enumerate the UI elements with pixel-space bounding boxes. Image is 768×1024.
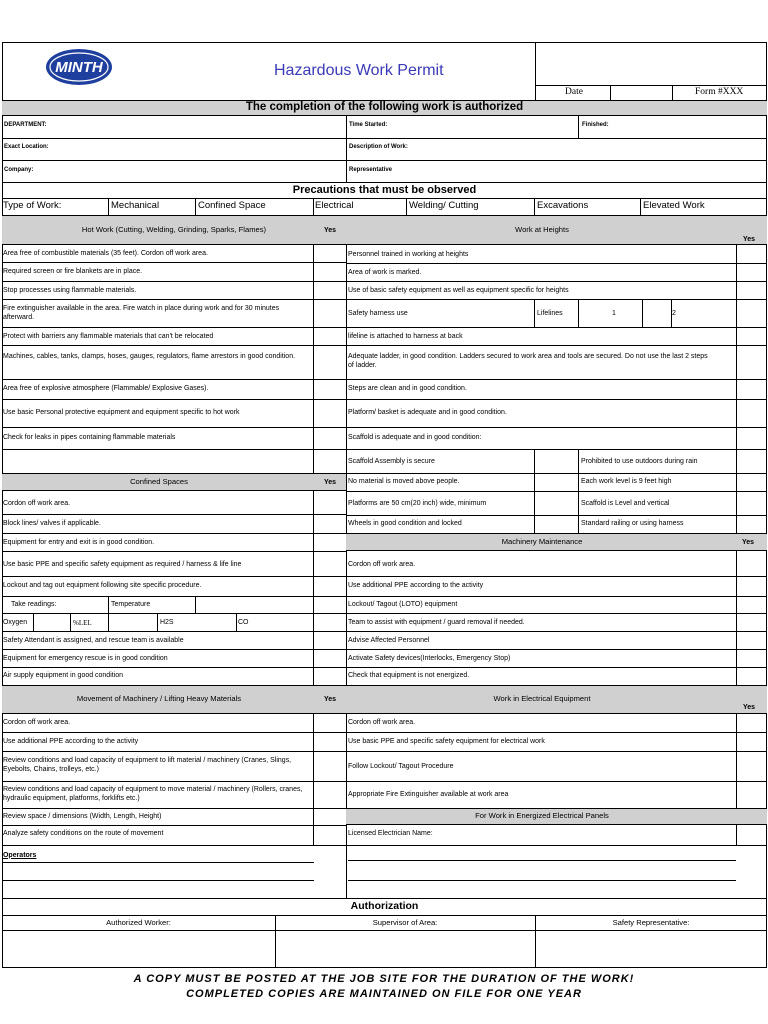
hot-work-item: Required screen or fire blankets are in place.: [3, 266, 143, 275]
date-label: Date: [565, 87, 583, 97]
confined-item: Block lines/ valves if applicable.: [3, 518, 101, 527]
operators-line[interactable]: [2, 880, 314, 881]
company-field[interactable]: Company:: [4, 167, 34, 173]
heights-item: Scaffold is adequate and in good condition:: [348, 432, 482, 441]
authorized-banner-text: The completion of the following work is authorized: [245, 101, 524, 113]
machinery-item: Check that equipment is not energized.: [348, 670, 470, 679]
movement-item: Analyze safety conditions on the route of movement: [3, 828, 164, 837]
machinery-item: Team to assist with equipment / guard removal if needed.: [348, 617, 525, 626]
exact-location-field[interactable]: Exact Location:: [4, 144, 49, 150]
temperature-label[interactable]: Temperature: [111, 599, 151, 608]
movement-item: Review conditions and load capacity of equipment to lift material / machinery (Cranes, Slings, Eyebolts, Chains, trolleys, etc.): [3, 755, 292, 774]
column-divider: [346, 215, 347, 898]
finished-field[interactable]: Finished:: [582, 122, 609, 128]
hot-work-yes: Yes: [324, 225, 337, 234]
heights-item: Platform/ basket is adequate and in good condition.: [348, 407, 507, 416]
machinery-item: Advise Affected Personnel: [348, 635, 430, 644]
hot-work-item: Area free of explosive atmosphere (Flammable/ Explosive Gases).: [3, 383, 209, 392]
form-number: Form #XXX: [695, 87, 744, 97]
heights-item: Steps are clean and in good condition.: [348, 383, 467, 392]
electrical-yes: Yes: [743, 702, 756, 711]
work-type-excavations[interactable]: Excavations: [537, 200, 589, 211]
hot-work-item: Machines, cables, tanks, clamps, hoses, gauges, regulators, flame arrestors in good condition.: [3, 351, 296, 360]
time-started-field[interactable]: Time Started:: [349, 122, 388, 128]
date-field[interactable]: [611, 86, 671, 99]
scaffold-side-item: Scaffold is Level and vertical: [581, 498, 670, 507]
confined-item: Cordon off work area.: [3, 498, 71, 507]
panels-title: For Work in Energized Electrical Panels: [475, 811, 609, 820]
movement-item: Cordon off work area.: [3, 717, 71, 726]
heights-item: Area of work is marked.: [348, 267, 422, 276]
movement-item: Use additional PPE according to the activity: [3, 736, 139, 745]
heights-item: Scaffold Assembly is secure: [348, 456, 435, 465]
machinery-title: Machinery Maintenance: [501, 537, 583, 546]
confined-yes: Yes: [324, 477, 337, 486]
heights-item: Personnel trained in working at heights: [348, 249, 469, 258]
work-type-welding[interactable]: Welding/ Cutting: [409, 200, 479, 211]
svg-text:MINTH: MINTH: [55, 59, 103, 76]
confined-item: Equipment for emergency rescue is in good condition: [3, 653, 168, 662]
representative-field[interactable]: Representative: [349, 167, 393, 173]
confined-item: Air supply equipment in good condition: [3, 670, 124, 679]
work-type-elevated[interactable]: Elevated Work: [643, 200, 705, 211]
lifelines-label: Lifelines: [537, 308, 563, 317]
supervisor-signature[interactable]: [276, 931, 534, 967]
movement-title: Movement of Machinery / Lifting Heavy Materials: [76, 694, 242, 703]
footer-retention: COMPLETED COPIES ARE MAINTAINED ON FILE FOR ONE YEAR: [186, 988, 582, 1000]
electrical-item: Appropriate Fire Extinguisher available at work area: [348, 789, 509, 798]
electrical-item: Cordon off work area.: [348, 717, 416, 726]
co-label[interactable]: CO: [238, 617, 249, 626]
department-field[interactable]: DEPARTMENT:: [4, 122, 47, 128]
machinery-item: Cordon off work area.: [348, 559, 416, 568]
page-title: Hazardous Work Permit: [274, 62, 444, 79]
heights-item: Wheels in good condition and locked: [348, 518, 462, 527]
authorization-title: Authorization: [350, 900, 419, 912]
footer-notice: A COPY MUST BE POSTED AT THE JOB SITE FOR THE DURATION OF THE WORK!: [133, 973, 635, 985]
safety-rep-label: Safety Representative:: [612, 918, 690, 927]
heights-item: Platforms are 50 cm(20 inch) wide, minimum: [348, 498, 487, 507]
scaffold-side-item: Standard railing or using harness: [581, 518, 684, 527]
heights-item: Adequate ladder, in good condition. Ladders secured to work area and tools are secured. Do not use the last 2 steps of ladder.: [348, 351, 708, 370]
safety-rep-signature[interactable]: [536, 931, 766, 967]
work-type-mechanical[interactable]: Mechanical: [111, 200, 160, 211]
h2s-label[interactable]: H2S: [160, 617, 174, 626]
precautions-title: Precautions that must be observed: [292, 184, 477, 196]
electrical-item: Follow Lockout/ Tagout Procedure: [348, 761, 454, 770]
lifelines-option-1[interactable]: 1: [612, 308, 616, 317]
take-readings-label: Take readings:: [11, 599, 57, 608]
work-type-confined-space[interactable]: Confined Space: [198, 200, 266, 211]
electrical-item: Use basic PPE and specific safety equipment for electrical work: [348, 736, 545, 745]
movement-item: Review conditions and load capacity of equipment to move material / machinery (Rollers, cranes, hydraulic equipment, platforms, forklifts etc.): [3, 784, 303, 803]
authorized-worker-signature[interactable]: [3, 931, 274, 967]
movement-item: Review space / dimensions (Width, Length, Height): [3, 811, 162, 820]
company-logo: [44, 47, 114, 87]
machinery-item: Activate Safety devices(Interlocks, Emergency Stop): [348, 653, 511, 662]
hot-work-item: Protect with barriers any flammable materials that can't be relocated: [3, 331, 214, 340]
heights-item: Safety harness use: [348, 308, 408, 317]
supervisor-label: Supervisor of Area:: [372, 918, 438, 927]
oxygen-label[interactable]: Oxygen: [3, 617, 28, 626]
licensed-electrician-field[interactable]: Licensed Electrician Name:: [348, 828, 433, 837]
hot-work-item: Stop processes using flammable materials.: [3, 285, 137, 294]
confined-item: Safety Attendant is assigned, and rescue team is available: [3, 635, 184, 644]
movement-yes: Yes: [324, 694, 337, 703]
electrical-title: Work in Electrical Equipment: [493, 694, 591, 703]
hot-work-item: Fire extinguisher available in the area. Fire watch in place during work and for 30 minutes afterward.: [3, 303, 280, 322]
authorized-worker-label: Authorized Worker:: [106, 918, 171, 927]
heights-item: lifeline is attached to harness at back: [348, 331, 463, 340]
work-type-electrical[interactable]: Electrical: [315, 200, 354, 211]
hot-work-title: Hot Work (Cutting, Welding, Grinding, Sparks, Flames): [81, 225, 267, 234]
lel-label[interactable]: %LEL: [73, 618, 92, 627]
machinery-item: Use additional PPE according to the activity: [348, 580, 484, 589]
heights-item: No material is moved above people.: [348, 476, 460, 485]
electrician-line[interactable]: [348, 880, 736, 881]
operators-label: Operators: [3, 850, 37, 859]
hot-work-item: Area free of combustible materials (35 feet). Cordon off work area.: [3, 248, 208, 257]
type-of-work-label: Type of Work:: [3, 200, 62, 211]
confined-item: Use basic PPE and specific safety equipment as required / harness & life line: [3, 559, 242, 568]
confined-item: Equipment for entry and exit is in good condition.: [3, 537, 155, 546]
heights-title: Work at Heights: [515, 225, 569, 234]
machinery-yes: Yes: [742, 537, 755, 546]
heights-yes: Yes: [743, 234, 756, 243]
electrician-line[interactable]: [348, 860, 736, 861]
confined-item: Lockout and tag out equipment following site specific procedure.: [3, 580, 202, 589]
description-field[interactable]: Description of Work:: [349, 144, 408, 150]
hot-work-item: Check for leaks in pipes containing flammable materials: [3, 432, 176, 441]
scaffold-side-item: Each work level is 9 feet high: [581, 476, 672, 485]
hot-work-item: Use basic Personal protective equipment and equipment specific to hot work: [3, 407, 240, 416]
scaffold-side-item: Prohibited to use outdoors during rain: [581, 456, 698, 465]
confined-title: Confined Spaces: [130, 477, 188, 486]
lifelines-option-2[interactable]: 2: [672, 308, 676, 317]
machinery-item: Lockout/ Tagout (LOTO) equipment: [348, 599, 458, 608]
heights-item: Use of basic safety equipment as well as equipment specific for heights: [348, 285, 569, 294]
operators-line[interactable]: [2, 862, 314, 863]
